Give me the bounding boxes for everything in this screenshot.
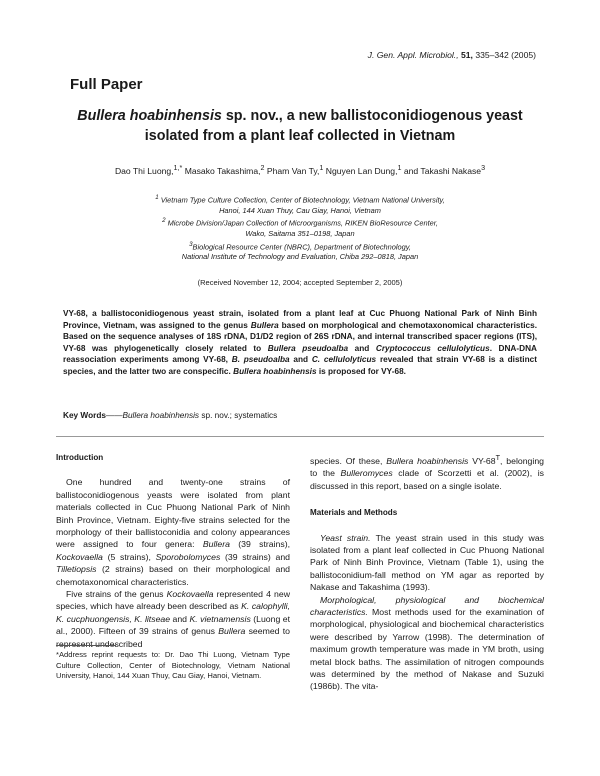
abstract-species-5: Bullera hoabinhensis — [233, 366, 317, 376]
intro-p2-text-4: (Luong et al., 2000). Fifteen of 39 strains of genus — [56, 613, 290, 637]
abstract-text-6: revealed that strain VY-68 is a distinct species, and the latter two are conspecific. — [63, 355, 537, 376]
intro-p1-text-1: One hundred and twenty-one strains of ballistoconidiogenous yeasts were isolated from plant materials collected in Cuc Phuong National Park of Ninh Binh Province, Vietnam. Eighty-five strains selected for the morphology of their ballistoconidia and colony appearances were assigned to four genera: — [56, 477, 290, 550]
intro-p2-text-5: seemed to represent undescribed — [56, 626, 290, 649]
keywords-rest: sp. nov.; systematics — [199, 411, 278, 420]
footnote-divider — [56, 645, 116, 646]
footnote: *Address reprint requests to: Dr. Dao Thi Luong, Vietnam Type Culture Collection, Center of Biotechnology, Vietnam National University, Hanoi, 144 Xuan Thuy, Cau Giay, Hanoi, Vietnam. — [56, 650, 290, 681]
affiliation-2-line1: Microbe Division/Japan Collection of Microorganisms, RIKEN BioResource Center, — [165, 218, 438, 228]
keywords — [63, 411, 277, 420]
intro-p2-genus-1: Kockovaella — [166, 589, 214, 600]
abstract-text-7: is proposed for VY-68. — [316, 366, 406, 376]
paper-title — [60, 106, 540, 146]
intro-p1-text-5: (2 strains) based on their morphological and chemotaxonomical characteristics. — [56, 564, 290, 587]
rc-p0-species: Bullera hoabinhensis — [386, 455, 469, 466]
section-divider — [56, 436, 544, 437]
journal-pages-year: 335–342 (2005) — [475, 50, 536, 60]
author-4-sup: 1 — [397, 164, 402, 172]
abstract-text-4: . DNA-DNA reassociation experiments among VY-68, — [63, 343, 538, 365]
species-paragraph — [310, 452, 544, 492]
intro-p1-text-2: (39 strains), — [229, 539, 291, 550]
intro-p1-genus-2: Kockovaella — [56, 551, 103, 562]
author-list — [60, 164, 540, 176]
intro-paragraph-1 — [56, 476, 290, 588]
affiliation-3-sup: 3 — [189, 240, 193, 248]
right-column — [310, 452, 544, 693]
affiliation-3-line1: Biological Resource Center (NBRC), Department of Biotechnology, — [192, 242, 411, 252]
author-2-sup: 2 — [260, 164, 265, 172]
intro-p2-genus-3: K. vietnamensis — [189, 613, 251, 624]
methods-paragraph-1 — [310, 532, 544, 594]
rc-p0-sup: T — [495, 453, 501, 462]
author-1: Dao Thi Luong, — [114, 165, 174, 176]
author-3-sup: 1 — [319, 164, 324, 172]
section-label: Full Paper — [70, 76, 143, 93]
methods-p1-text: The yeast strain used in this study was isolated from a plant leaf collected in Cuc Phuong National Park of Ninh Binh Province, Vietnam (Table 1), using the ballistoconidium-fall method on YM agar as reported by Nakase and Takashima (1993). — [310, 532, 544, 593]
abstract-genus: Bullera — [250, 320, 279, 330]
keywords-species: Bullera hoabinhensis — [122, 411, 200, 420]
affiliation-1-line2: Hanoi, 144 Xuan Thuy, Cau Giay, Hanoi, Vietnam — [219, 205, 381, 215]
intro-p1-genus-4: Tilletiopsis — [56, 564, 97, 575]
keywords-label: Key Words — [63, 411, 106, 420]
affiliation-3-line2: National Institute of Technology and Evaluation, Chiba 292–0818, Japan — [181, 252, 419, 262]
affiliation-1-line1: Vietnam Type Culture Collection, Center of Biotechnology, Vietnam National University, — [158, 195, 445, 205]
abstract-text-1: VY-68, a ballistoconidiogenous yeast strain, isolated from a plant leaf at Cuc Phuong National Park of Ninh Binh Province, Vietnam, was assigned to the genus — [63, 309, 537, 330]
received-dates: (Received November 12, 2004; accepted September 2, 2005) — [197, 278, 403, 287]
title-species: Bullera hoabinhensis — [77, 108, 222, 124]
abstract-species-1: Bullera pseudoalba — [267, 343, 349, 353]
methods-p2-lead: Morphological, physiological and biochemical characteristics. — [310, 594, 544, 617]
abstract-species-4: C. cellulolyticus — [311, 355, 377, 365]
intro-paragraph-2 — [56, 588, 290, 650]
methods-paragraph-2 — [310, 594, 544, 693]
methods-p1-lead: Yeast strain. — [320, 532, 371, 543]
rc-p0-text-4: clade of Scorzetti et al. (2002), is discussed in this report, based on a single isolate. — [310, 468, 544, 491]
abstract-species-3: B. pseudoalba — [231, 355, 290, 365]
abstract-text-3: and — [348, 343, 376, 353]
intro-p2-text-1: Five strains of the genus — [66, 589, 167, 600]
rc-p0-text-1: species. Of these, — [310, 455, 387, 466]
affiliations — [60, 193, 540, 263]
intro-p1-text-3: (5 strains), — [102, 551, 156, 562]
intro-p1-text-4: (39 strains) and — [220, 551, 290, 562]
abstract-text-5: and — [289, 355, 312, 365]
rc-p0-text-2: VY-68 — [468, 455, 496, 466]
introduction-heading: Introduction — [56, 453, 104, 462]
author-2: Masako Takashima, — [182, 165, 261, 176]
intro-p2-genus-4: Bullera — [218, 626, 246, 637]
methods-p2-text: Most methods used for the examination of morphological, physiological and biochemical characteristics were described by Yarrow (1998). The determination of maximum growth temperature was made in YM broth, using metal block baths. The assimilation of nitrogen compounds was determined by the method of Nakase and Suzuki (1986b). The vita- — [310, 606, 544, 692]
rc-p0-genus: Bulleromyces — [340, 468, 393, 479]
journal-name: J. Gen. Appl. Microbiol., — [367, 50, 459, 60]
intro-p2-genus-2: K. calophylli, K. cucphuongensis, K. litseae — [56, 601, 290, 624]
author-4: Nguyen Lan Dung, — [323, 165, 398, 176]
author-5: and Takashi Nakase — [401, 165, 482, 176]
keywords-dash: —— — [105, 411, 123, 420]
affiliation-3 — [60, 240, 540, 253]
intro-p2-text-3: and — [170, 613, 190, 624]
author-5-sup: 3 — [481, 164, 486, 172]
affiliation-1-sup: 1 — [155, 194, 159, 201]
journal-volume: 51, — [460, 50, 473, 60]
intro-p1-genus-1: Bullera — [202, 539, 230, 550]
author-3: Pham Van Ty, — [264, 165, 320, 176]
methods-heading: Materials and Methods — [310, 508, 398, 518]
affiliation-2-line2: Wako, Saitama 351–0198, Japan — [245, 229, 355, 239]
abstract-species-2: Cryptococcus cellulolyticus — [375, 343, 490, 353]
intro-p2-text-2: represented 4 new species, which have already been described as — [56, 589, 290, 612]
affiliation-2-sup: 2 — [162, 217, 166, 225]
rc-p0-text-3: , belonging to the — [310, 455, 544, 479]
intro-p1-genus-3: Sporobolomyces — [155, 551, 221, 562]
author-1-sup: 1,* — [173, 164, 183, 172]
abstract-text-2: based on morphological and chemotaxonomical characteristics. Based on the sequence analyses of 18S rDNA, D1/D2 region of 26S rDNA, and internal transcribed spacer regions (ITS), VY-68 was phylogenetically closely related to — [63, 320, 537, 353]
journal-citation — [368, 50, 536, 60]
abstract — [63, 308, 537, 378]
title-line-1 — [60, 106, 540, 126]
affiliation-1 — [60, 193, 540, 206]
affiliation-2 — [60, 216, 540, 229]
title-line1-rest: sp. nov., a new ballistoconidiogenous yeast — [221, 108, 523, 124]
left-column — [56, 452, 290, 650]
title-line-2: isolated from a plant leaf collected in Vietnam — [144, 128, 456, 144]
